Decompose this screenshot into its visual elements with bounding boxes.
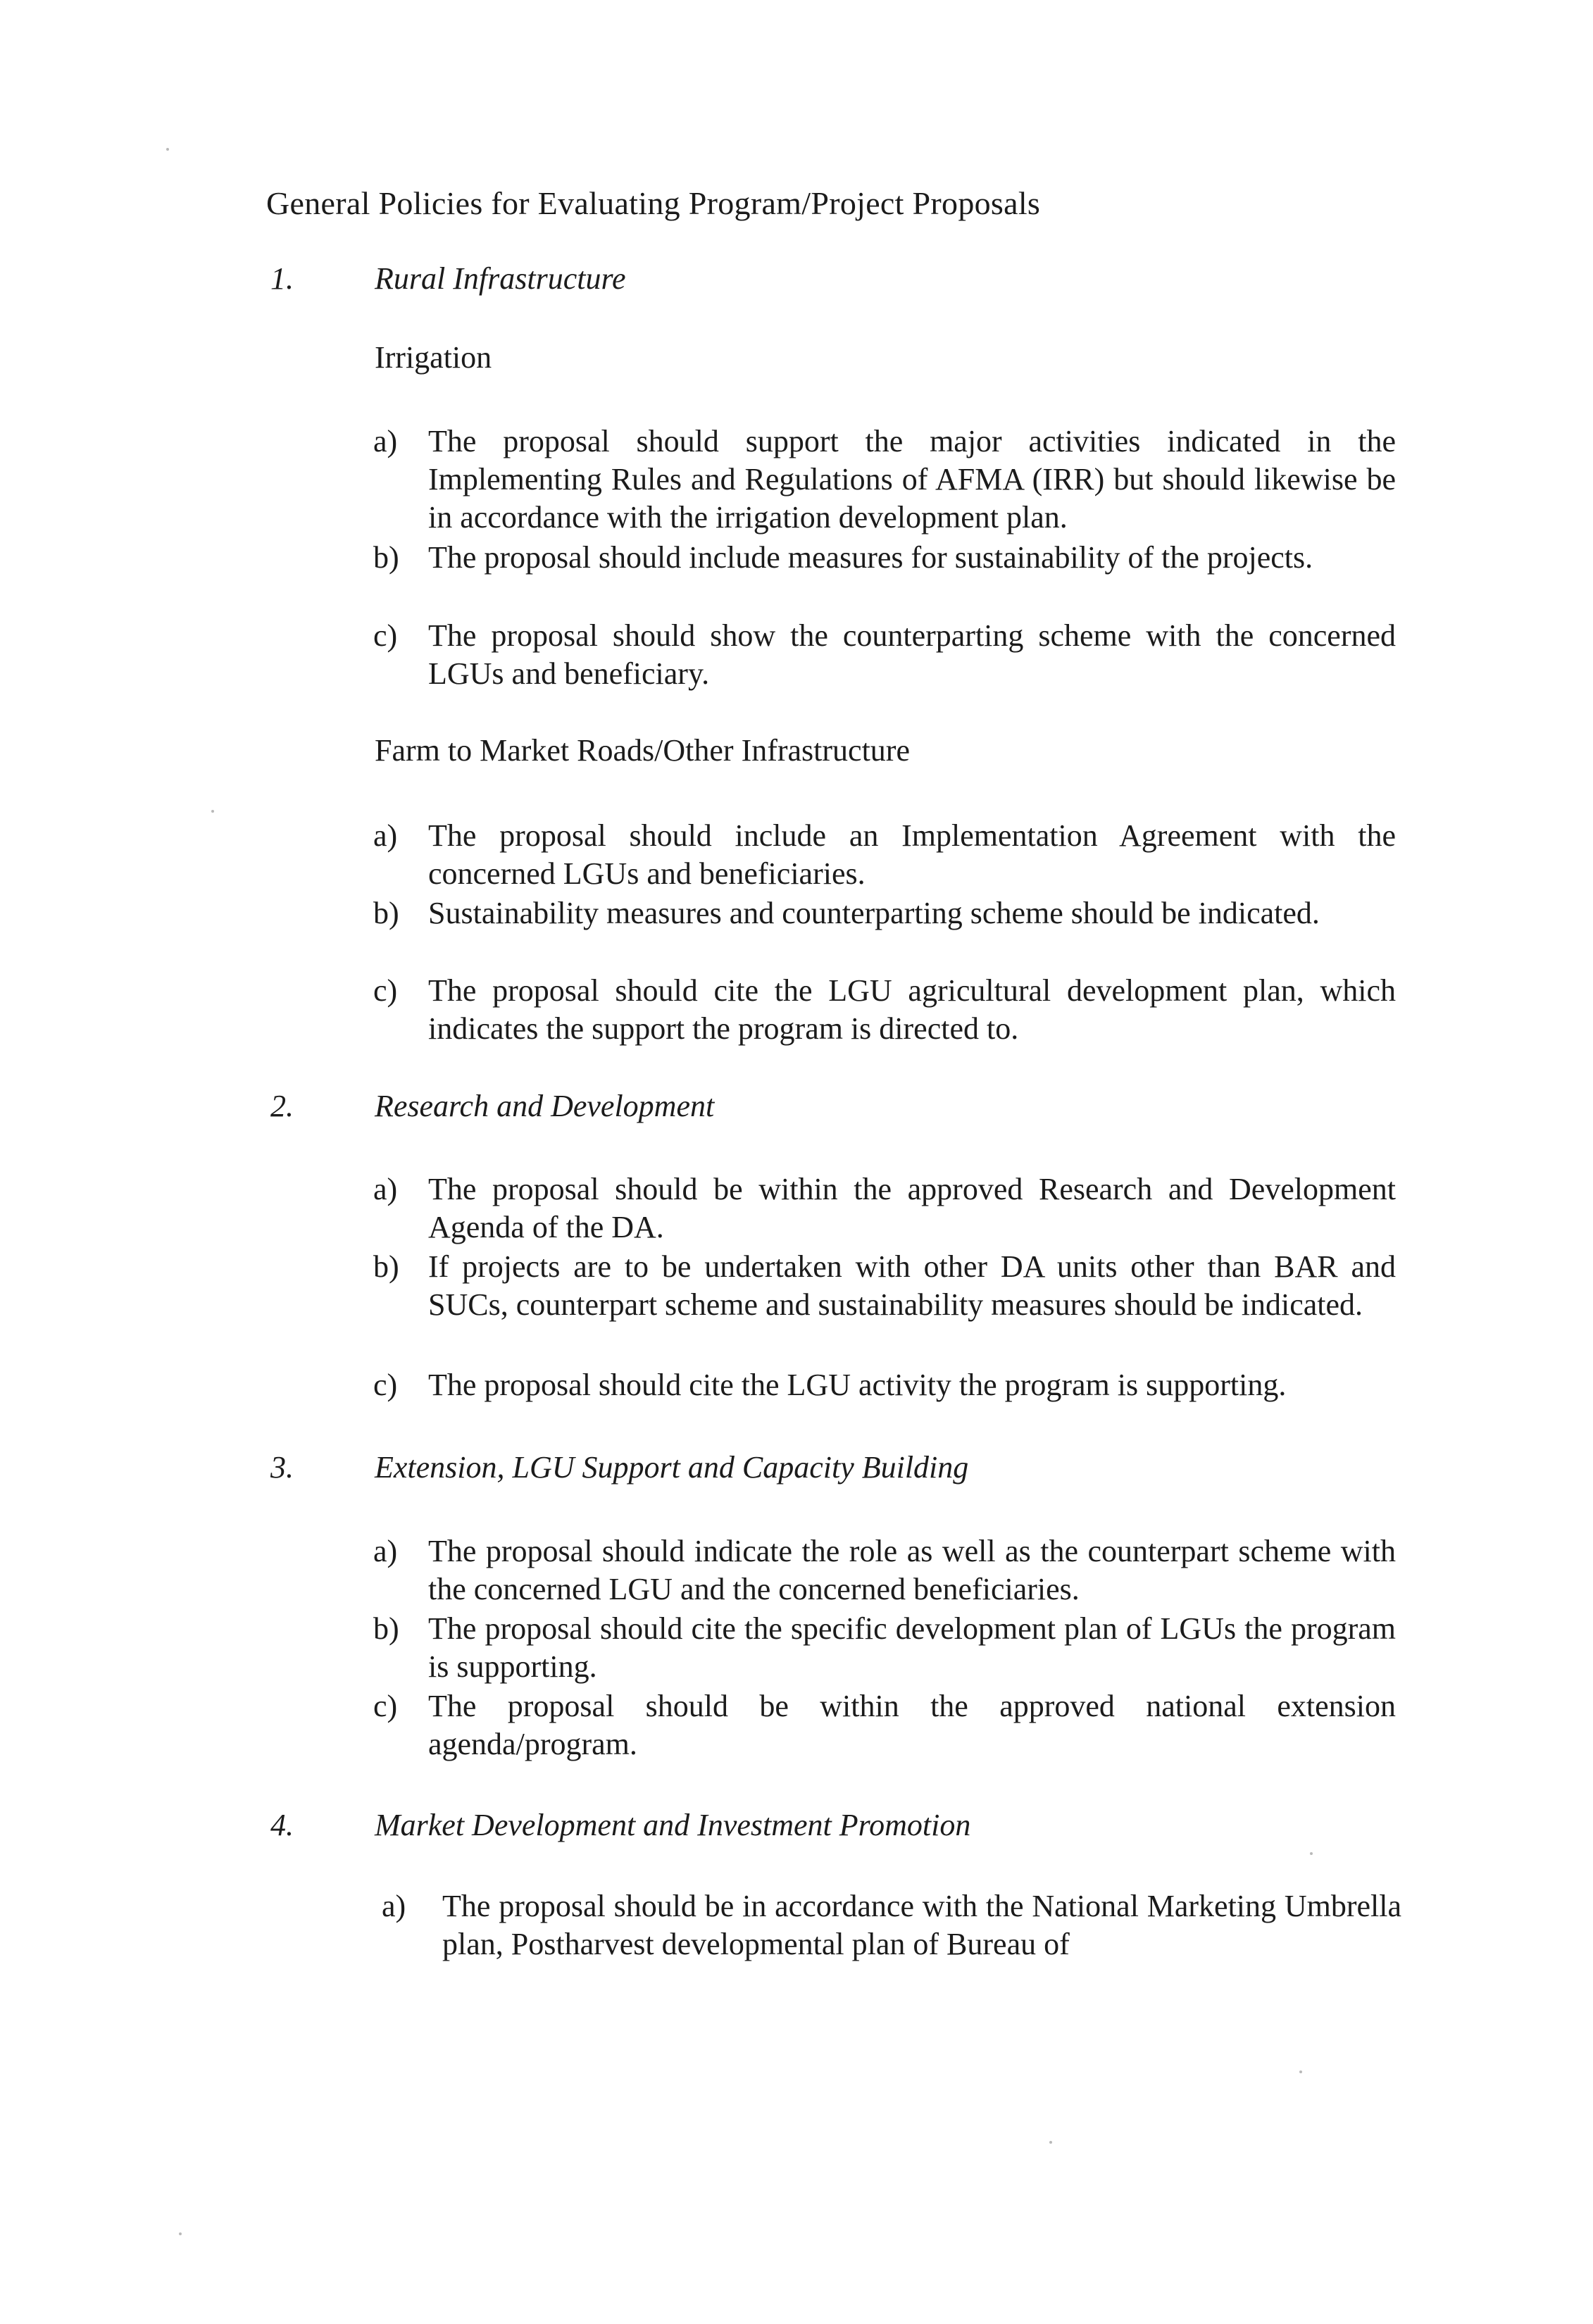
scan-speck (211, 810, 214, 813)
list-item (373, 617, 1396, 693)
list-item (373, 1366, 1396, 1404)
list-item (373, 539, 1396, 577)
list-item (373, 1248, 1396, 1324)
scan-speck (1299, 2070, 1302, 2073)
section-1-number: 1. (270, 261, 294, 296)
item-text: The proposal should be within the approved national extension agenda/program. (428, 1689, 1396, 1761)
section-4-title: Market Development and Investment Promotion (375, 1808, 971, 1842)
item-text: The proposal should be in accordance with the National Marketing Umbrella plan, Postharvest developmental plan of Bureau of (442, 1889, 1401, 1961)
subsection-irrigation-title: Irrigation (375, 340, 492, 375)
item-text: Sustainability measures and counterparting scheme should be indicated. (428, 896, 1320, 930)
item-letter: a) (373, 424, 398, 458)
item-text: The proposal should be within the approved Research and Development Agenda of the DA. (428, 1172, 1396, 1244)
item-letter: c) (373, 973, 398, 1008)
item-letter: a) (373, 1172, 398, 1206)
section-2-title: Research and Development (375, 1089, 715, 1123)
scan-speck (166, 148, 169, 151)
item-letter: b) (373, 1249, 399, 1284)
section-1-title: Rural Infrastructure (375, 261, 626, 296)
section-2-number: 2. (270, 1089, 294, 1123)
list-item (373, 1532, 1396, 1608)
item-text: The proposal should cite the LGU agricultural development plan, which indicates the support the program is directed to. (428, 973, 1396, 1046)
item-text: The proposal should show the counterparting scheme with the concerned LGUs and beneficiary. (428, 618, 1396, 691)
list-item (373, 894, 1396, 932)
list-item (373, 972, 1396, 1048)
item-text: The proposal should include measures for sustainability of the projects. (428, 540, 1313, 575)
scan-speck (179, 2232, 182, 2235)
item-letter: c) (373, 1689, 398, 1723)
item-text: The proposal should indicate the role as well as the counterpart scheme with the concerned LGU and the concerned beneficiaries. (428, 1534, 1396, 1606)
item-letter: b) (373, 540, 399, 575)
scan-speck (1310, 1852, 1313, 1855)
subsection-farm-to-market-title: Farm to Market Roads/Other Infrastructure (375, 733, 910, 768)
section-3-number: 3. (270, 1450, 294, 1485)
item-letter: b) (373, 1611, 399, 1646)
scan-speck (1049, 2141, 1052, 2144)
list-item (382, 1887, 1401, 1963)
section-3-title: Extension, LGU Support and Capacity Building (375, 1450, 969, 1485)
item-text: The proposal should cite the LGU activity the program is supporting. (428, 1368, 1287, 1402)
list-item (373, 1687, 1396, 1763)
list-item (373, 1610, 1396, 1686)
item-letter: c) (373, 1368, 398, 1402)
list-item (373, 817, 1396, 893)
item-letter: c) (373, 618, 398, 653)
document-title: General Policies for Evaluating Program/Project Proposals (266, 185, 1041, 221)
item-letter: b) (373, 896, 399, 930)
list-item (373, 1170, 1396, 1247)
item-letter: a) (373, 1534, 398, 1568)
section-4-number: 4. (270, 1808, 294, 1842)
item-text: The proposal should include an Implementation Agreement with the concerned LGUs and beneficiaries. (428, 818, 1396, 891)
item-letter: a) (373, 818, 398, 853)
list-item (373, 423, 1396, 537)
item-text: The proposal should cite the specific development plan of LGUs the program is supporting. (428, 1611, 1396, 1684)
item-text: The proposal should support the major activities indicated in the Implementing Rules and Regulations of AFMA (IRR) but should likewise be in accordance with the irrigation development plan. (428, 424, 1396, 535)
item-text: If projects are to be undertaken with other DA units other than BAR and SUCs, counterpart scheme and sustainability measures should be indicated. (428, 1249, 1396, 1322)
item-letter: a) (382, 1889, 406, 1923)
